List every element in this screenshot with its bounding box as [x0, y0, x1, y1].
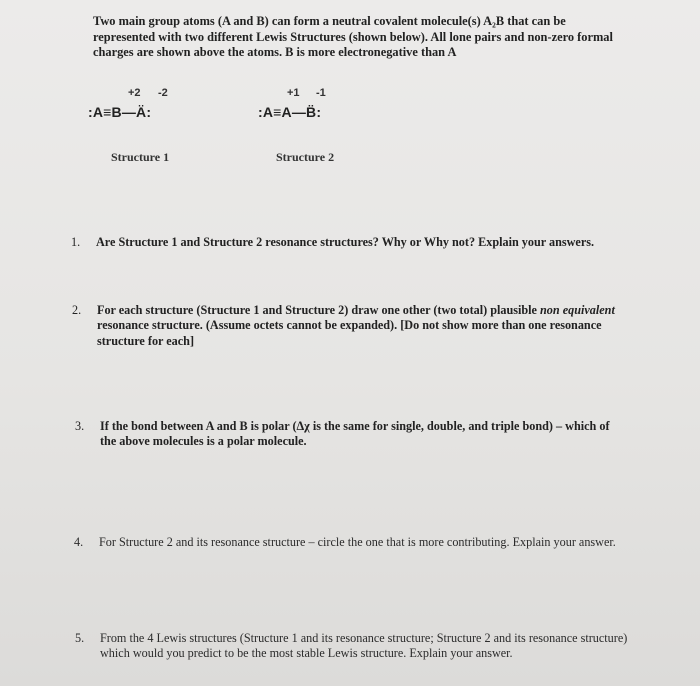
structure1-caption: Structure 1	[111, 150, 170, 164]
question-5	[75, 631, 630, 662]
question-1-text: Are Structure 1 and Structure 2 resonance structures? Why or Why not? Explain your answers.	[96, 235, 595, 249]
question-1-number: 1.	[71, 235, 81, 249]
intro-paragraph: Two main group atoms (A and B) can form a neutral covalent molecule(s) A₂B that can be represented with two different Lewis Structures (shown below). All lone pairs and non-zero formal charges are shown above the atoms. B is more electronegative than A	[93, 14, 613, 60]
structure2-lewis: :A≡A—B̈:	[258, 104, 322, 120]
question-3	[75, 419, 625, 450]
question-4	[74, 535, 634, 550]
structure2-charge-a: +1	[287, 87, 300, 99]
structure1-lewis: :A≡B—Ä:	[88, 104, 152, 120]
lewis-structures	[0, 0, 700, 200]
structure2-caption: Structure 2	[276, 150, 335, 164]
non-equivalent-emphasis: non equivalent	[540, 303, 615, 317]
question-2	[72, 303, 617, 349]
cannot-emphasis: cannot	[286, 318, 322, 333]
question-2-text: For each structure (Structure 1 and Structure 2) draw one other (two total) plausible non equivalent resonance structure. (Assume octets cannot be expanded). [Do not show more than one resonance structure for each]	[97, 303, 615, 348]
structure1-charge-a: +2	[128, 87, 141, 99]
question-4-number: 4.	[74, 535, 84, 549]
structure2-charge-b: -1	[316, 87, 326, 99]
question-4-text: For Structure 2 and its resonance structure – circle the one that is more contributing. Explain your answer.	[99, 535, 616, 549]
question-5-number: 5.	[75, 631, 85, 645]
question-2-number: 2.	[72, 303, 82, 317]
question-3-number: 3.	[75, 419, 85, 433]
question-5-text: From the 4 Lewis structures (Structure 1 and its resonance structure; Structure 2 and its resonance structure) which would you predict to be the most stable Lewis structure. Explain your answer.	[100, 631, 628, 661]
structure1-charge-b: -2	[158, 87, 168, 99]
question-3-text: If the bond between A and B is polar (Δχ is the same for single, double, and triple bond) – which of the above molecules is a polar molecule.	[100, 419, 610, 449]
question-1	[71, 235, 656, 250]
